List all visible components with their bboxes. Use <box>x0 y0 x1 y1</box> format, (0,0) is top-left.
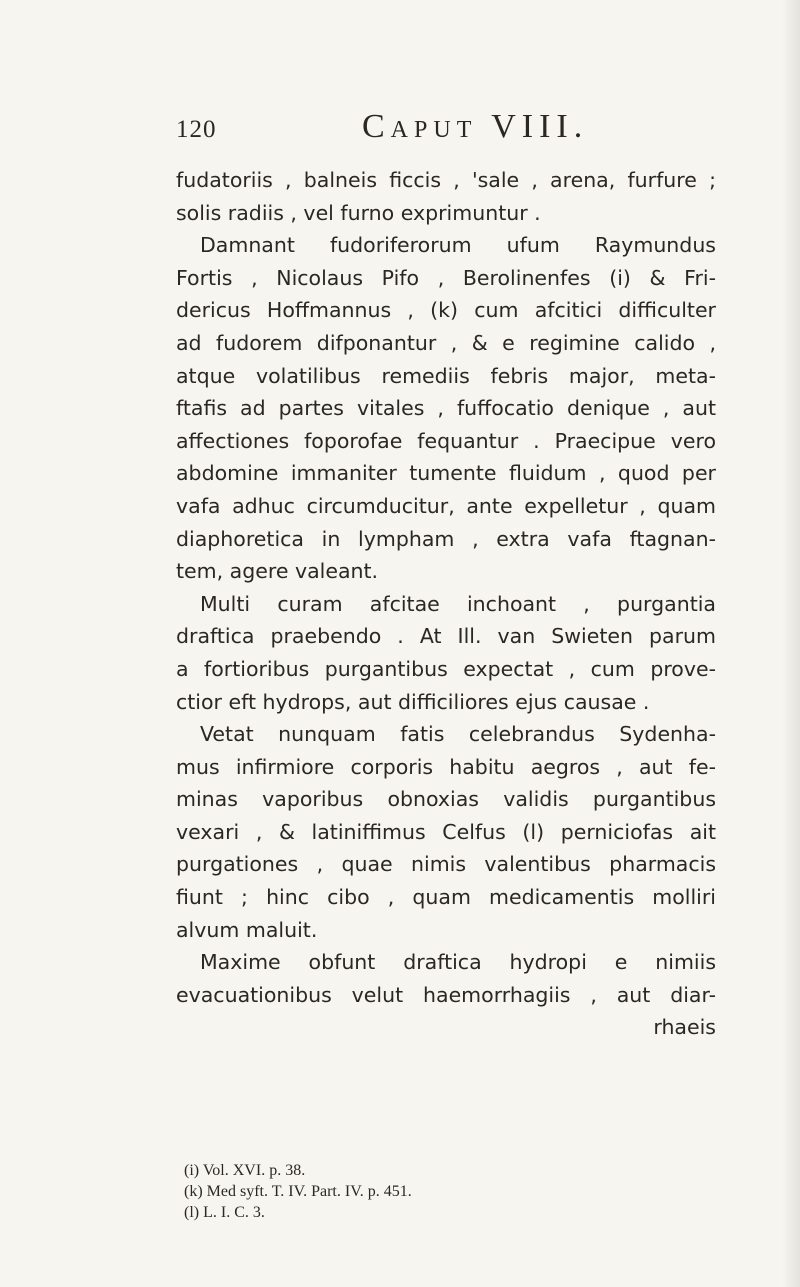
footnote: (l) L. I. C. 3. <box>184 1204 265 1221</box>
text-line: mus infirmiore corporis habitu aegros , aut fe- <box>176 754 716 779</box>
text-line: Vetat nunquam fatis celebrandus Sydenha- <box>200 722 716 747</box>
text-line: Maxime obfunt draftica hydropi e nimiis <box>200 950 716 975</box>
text-line: purgationes , quae nimis valentibus pharmacis <box>176 852 716 877</box>
footnote: (k) Med syft. T. IV. Part. IV. p. 451. <box>184 1183 412 1200</box>
text-line: a fortioribus purgantibus expectat , cum prove- <box>176 656 716 681</box>
text-line: fiunt ; hinc cibo , quam medicamentis molliri <box>176 885 716 910</box>
text-line: abdomine immaniter tumente fluidum , quod per <box>176 461 716 486</box>
text-line: ctior eft hydrops, aut difficiliores ejus causae . <box>176 689 650 714</box>
text-line: draftica praebendo . At Ill. van Swieten parum <box>176 624 716 649</box>
text-line: fudatoriis , balneis ficcis , 'sale , arena, furfure ; <box>176 168 716 192</box>
text-line: vafa adhuc circumducitur, ante expelletur , quam <box>176 493 716 518</box>
body-text <box>176 164 716 1044</box>
page-header <box>0 108 800 156</box>
page-number: 120 <box>176 116 217 143</box>
text-line: diaphoretica in lympham , extra vafa ftagnan- <box>176 526 716 551</box>
text-line: dericus Hoffmannus , (k) cum afcitici difficulter <box>176 298 716 323</box>
text-line: Fortis , Nicolaus Pifo , Berolinenfes (i) & Fri- <box>176 265 716 290</box>
text-line: atque volatilibus remediis febris major, meta- <box>176 363 716 388</box>
footnote: (i) Vol. XVI. p. 38. <box>184 1162 306 1179</box>
text-line: affectiones foporofae fequantur . Praecipue vero <box>176 428 716 453</box>
text-line: vexari , & latiniffimus Celfus (l) perniciofas ait <box>176 819 716 844</box>
running-head: Caput VIII. <box>362 108 589 145</box>
text-line: Damnant fudoriferorum ufum Raymundus <box>200 233 716 258</box>
text-line: ftafis ad partes vitales , fuffocatio denique , aut <box>176 396 716 421</box>
catchword: rhaeis <box>653 1015 716 1040</box>
text-line: tem, agere valeant. <box>176 559 379 584</box>
text-line: alvum maluit. <box>176 917 318 942</box>
text-line: evacuationibus velut haemorrhagiis , aut diar- <box>176 982 716 1007</box>
footnotes <box>184 1160 584 1223</box>
text-line: solis radiis , vel furno exprimuntur . <box>176 200 541 225</box>
text-line: ad fudorem difponantur , & e regimine calido , <box>176 330 716 355</box>
text-line: Multi curam afcitae inchoant , purgantia <box>200 591 716 616</box>
text-line: minas vaporibus obnoxias validis purgantibus <box>176 787 716 812</box>
